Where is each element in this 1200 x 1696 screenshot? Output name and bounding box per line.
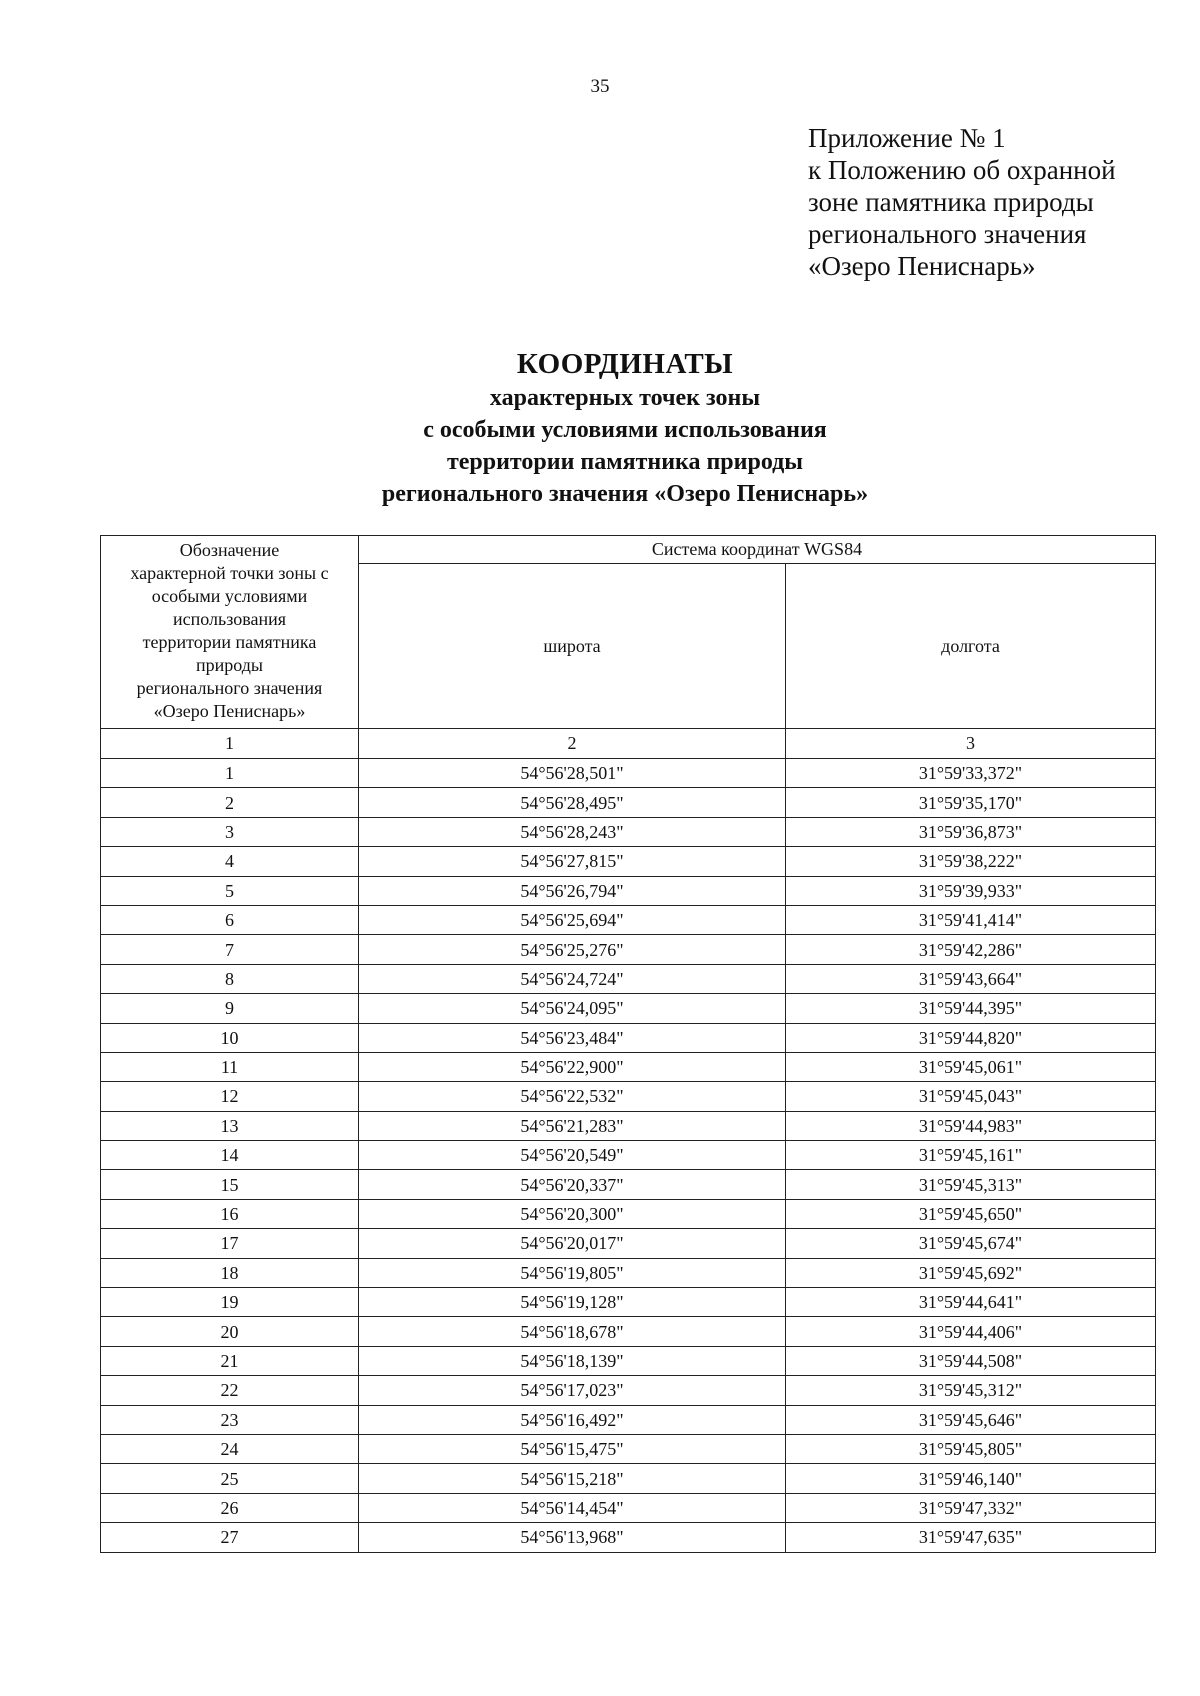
latitude-cell: 54°56'24,095" [359, 994, 786, 1023]
table-row [101, 1023, 1156, 1052]
header-designation [101, 536, 359, 729]
latitude-cell: 54°56'18,678" [359, 1317, 786, 1346]
appendix-line: к Положению об охранной [808, 155, 1116, 185]
table-row [101, 1141, 1156, 1170]
table-header-row [101, 536, 1156, 564]
table-row [101, 1170, 1156, 1199]
table-row [101, 1052, 1156, 1081]
header-longitude: долгота [786, 564, 1156, 729]
title-line: регионального значения «Озеро Пениснарь» [381, 481, 869, 507]
latitude-cell: 54°56'28,495" [359, 788, 786, 817]
point-number-cell: 14 [101, 1141, 359, 1170]
longitude-cell: 31°59'41,414" [786, 905, 1156, 934]
latitude-cell: 54°56'20,300" [359, 1199, 786, 1228]
header-coordinate-system: Система координат WGS84 [359, 536, 1156, 564]
latitude-cell: 54°56'26,794" [359, 876, 786, 905]
table-row [101, 759, 1156, 788]
header-latitude: широта [359, 564, 786, 729]
latitude-cell: 54°56'19,805" [359, 1258, 786, 1287]
longitude-cell: 31°59'45,312" [786, 1376, 1156, 1405]
table-row [101, 788, 1156, 817]
latitude-cell: 54°56'14,454" [359, 1493, 786, 1522]
latitude-cell: 54°56'20,017" [359, 1229, 786, 1258]
column-number: 3 [786, 729, 1156, 759]
title-line: с особыми условиями использования [423, 417, 827, 443]
point-number-cell: 11 [101, 1052, 359, 1081]
appendix-line: зоне памятника природы [808, 187, 1094, 217]
longitude-cell: 31°59'45,161" [786, 1141, 1156, 1170]
longitude-cell: 31°59'44,395" [786, 994, 1156, 1023]
latitude-cell: 54°56'27,815" [359, 847, 786, 876]
latitude-cell: 54°56'19,128" [359, 1288, 786, 1317]
longitude-cell: 31°59'45,674" [786, 1229, 1156, 1258]
appendix-line: регионального значения [808, 219, 1087, 249]
latitude-cell: 54°56'15,475" [359, 1434, 786, 1463]
column-number: 2 [359, 729, 786, 759]
document-title [0, 346, 1200, 510]
point-number-cell: 3 [101, 817, 359, 846]
point-number-cell: 27 [101, 1523, 359, 1552]
point-number-cell: 9 [101, 994, 359, 1023]
longitude-cell: 31°59'43,664" [786, 964, 1156, 993]
table-row [101, 847, 1156, 876]
table-row [101, 964, 1156, 993]
title-line: территории памятника природы [446, 449, 804, 475]
longitude-cell: 31°59'44,983" [786, 1111, 1156, 1140]
header-designation-line: особыми условиями [151, 586, 308, 606]
latitude-cell: 54°56'28,501" [359, 759, 786, 788]
longitude-cell: 31°59'46,140" [786, 1464, 1156, 1493]
header-designation-line: Обозначение [179, 540, 280, 560]
header-designation-line: природы [196, 655, 263, 675]
longitude-cell: 31°59'44,508" [786, 1346, 1156, 1375]
longitude-cell: 31°59'44,820" [786, 1023, 1156, 1052]
point-number-cell: 20 [101, 1317, 359, 1346]
latitude-cell: 54°56'22,900" [359, 1052, 786, 1081]
latitude-cell: 54°56'16,492" [359, 1405, 786, 1434]
header-designation-line: регионального значения [136, 678, 323, 698]
point-number-cell: 10 [101, 1023, 359, 1052]
longitude-cell: 31°59'36,873" [786, 817, 1156, 846]
point-number-cell: 22 [101, 1376, 359, 1405]
table-row [101, 1376, 1156, 1405]
latitude-cell: 54°56'18,139" [359, 1346, 786, 1375]
longitude-cell: 31°59'45,043" [786, 1082, 1156, 1111]
table-row [101, 1082, 1156, 1111]
latitude-cell: 54°56'22,532" [359, 1082, 786, 1111]
latitude-cell: 54°56'24,724" [359, 964, 786, 993]
table-row [101, 1258, 1156, 1287]
page-number: 35 [590, 76, 610, 97]
table-row [101, 1288, 1156, 1317]
longitude-cell: 31°59'33,372" [786, 759, 1156, 788]
longitude-cell: 31°59'45,313" [786, 1170, 1156, 1199]
point-number-cell: 12 [101, 1082, 359, 1111]
appendix-line: «Озеро Пениснарь» [808, 251, 1036, 281]
longitude-cell: 31°59'47,635" [786, 1523, 1156, 1552]
table-row [101, 1111, 1156, 1140]
point-number-cell: 17 [101, 1229, 359, 1258]
table-row [101, 1199, 1156, 1228]
longitude-cell: 31°59'45,805" [786, 1434, 1156, 1463]
longitude-cell: 31°59'45,646" [786, 1405, 1156, 1434]
table-row [101, 1317, 1156, 1346]
longitude-cell: 31°59'44,406" [786, 1317, 1156, 1346]
point-number-cell: 18 [101, 1258, 359, 1287]
coordinates-table [100, 535, 1156, 1553]
latitude-cell: 54°56'25,694" [359, 905, 786, 934]
table-row [101, 1405, 1156, 1434]
point-number-cell: 23 [101, 1405, 359, 1434]
table-row [101, 1523, 1156, 1552]
header-designation-line: использования [172, 609, 286, 629]
table-row [101, 994, 1156, 1023]
table-row [101, 935, 1156, 964]
table-row [101, 1464, 1156, 1493]
point-number-cell: 13 [101, 1111, 359, 1140]
longitude-cell: 31°59'45,061" [786, 1052, 1156, 1081]
appendix-line: Приложение № 1 [808, 123, 1006, 153]
latitude-cell: 54°56'17,023" [359, 1376, 786, 1405]
longitude-cell: 31°59'42,286" [786, 935, 1156, 964]
point-number-cell: 15 [101, 1170, 359, 1199]
point-number-cell: 8 [101, 964, 359, 993]
point-number-cell: 6 [101, 905, 359, 934]
table-row [101, 1229, 1156, 1258]
latitude-cell: 54°56'28,243" [359, 817, 786, 846]
latitude-cell: 54°56'21,283" [359, 1111, 786, 1140]
table-row [101, 1434, 1156, 1463]
point-number-cell: 7 [101, 935, 359, 964]
title-main: КООРДИНАТЫ [516, 348, 734, 380]
latitude-cell: 54°56'15,218" [359, 1464, 786, 1493]
table-row [101, 817, 1156, 846]
point-number-cell: 19 [101, 1288, 359, 1317]
table-row [101, 876, 1156, 905]
longitude-cell: 31°59'45,650" [786, 1199, 1156, 1228]
point-number-cell: 5 [101, 876, 359, 905]
latitude-cell: 54°56'13,968" [359, 1523, 786, 1552]
appendix-note [808, 122, 1116, 282]
longitude-cell: 31°59'44,641" [786, 1288, 1156, 1317]
point-number-cell: 4 [101, 847, 359, 876]
table-row [101, 905, 1156, 934]
point-number-cell: 24 [101, 1434, 359, 1463]
longitude-cell: 31°59'47,332" [786, 1493, 1156, 1522]
column-number: 1 [101, 729, 359, 759]
longitude-cell: 31°59'45,692" [786, 1258, 1156, 1287]
point-number-cell: 26 [101, 1493, 359, 1522]
longitude-cell: 31°59'38,222" [786, 847, 1156, 876]
latitude-cell: 54°56'20,549" [359, 1141, 786, 1170]
latitude-cell: 54°56'25,276" [359, 935, 786, 964]
latitude-cell: 54°56'23,484" [359, 1023, 786, 1052]
longitude-cell: 31°59'35,170" [786, 788, 1156, 817]
title-line: характерных точек зоны [489, 385, 761, 411]
header-designation-line: характерной точки зоны с [130, 563, 329, 583]
point-number-cell: 1 [101, 759, 359, 788]
point-number-cell: 2 [101, 788, 359, 817]
latitude-cell: 54°56'20,337" [359, 1170, 786, 1199]
point-number-cell: 21 [101, 1346, 359, 1375]
point-number-cell: 16 [101, 1199, 359, 1228]
header-designation-line: «Озеро Пениснарь» [153, 701, 306, 721]
point-number-cell: 25 [101, 1464, 359, 1493]
column-number-row [101, 729, 1156, 759]
header-designation-line: территории памятника [142, 632, 317, 652]
longitude-cell: 31°59'39,933" [786, 876, 1156, 905]
table-row [101, 1346, 1156, 1375]
table-row [101, 1493, 1156, 1522]
